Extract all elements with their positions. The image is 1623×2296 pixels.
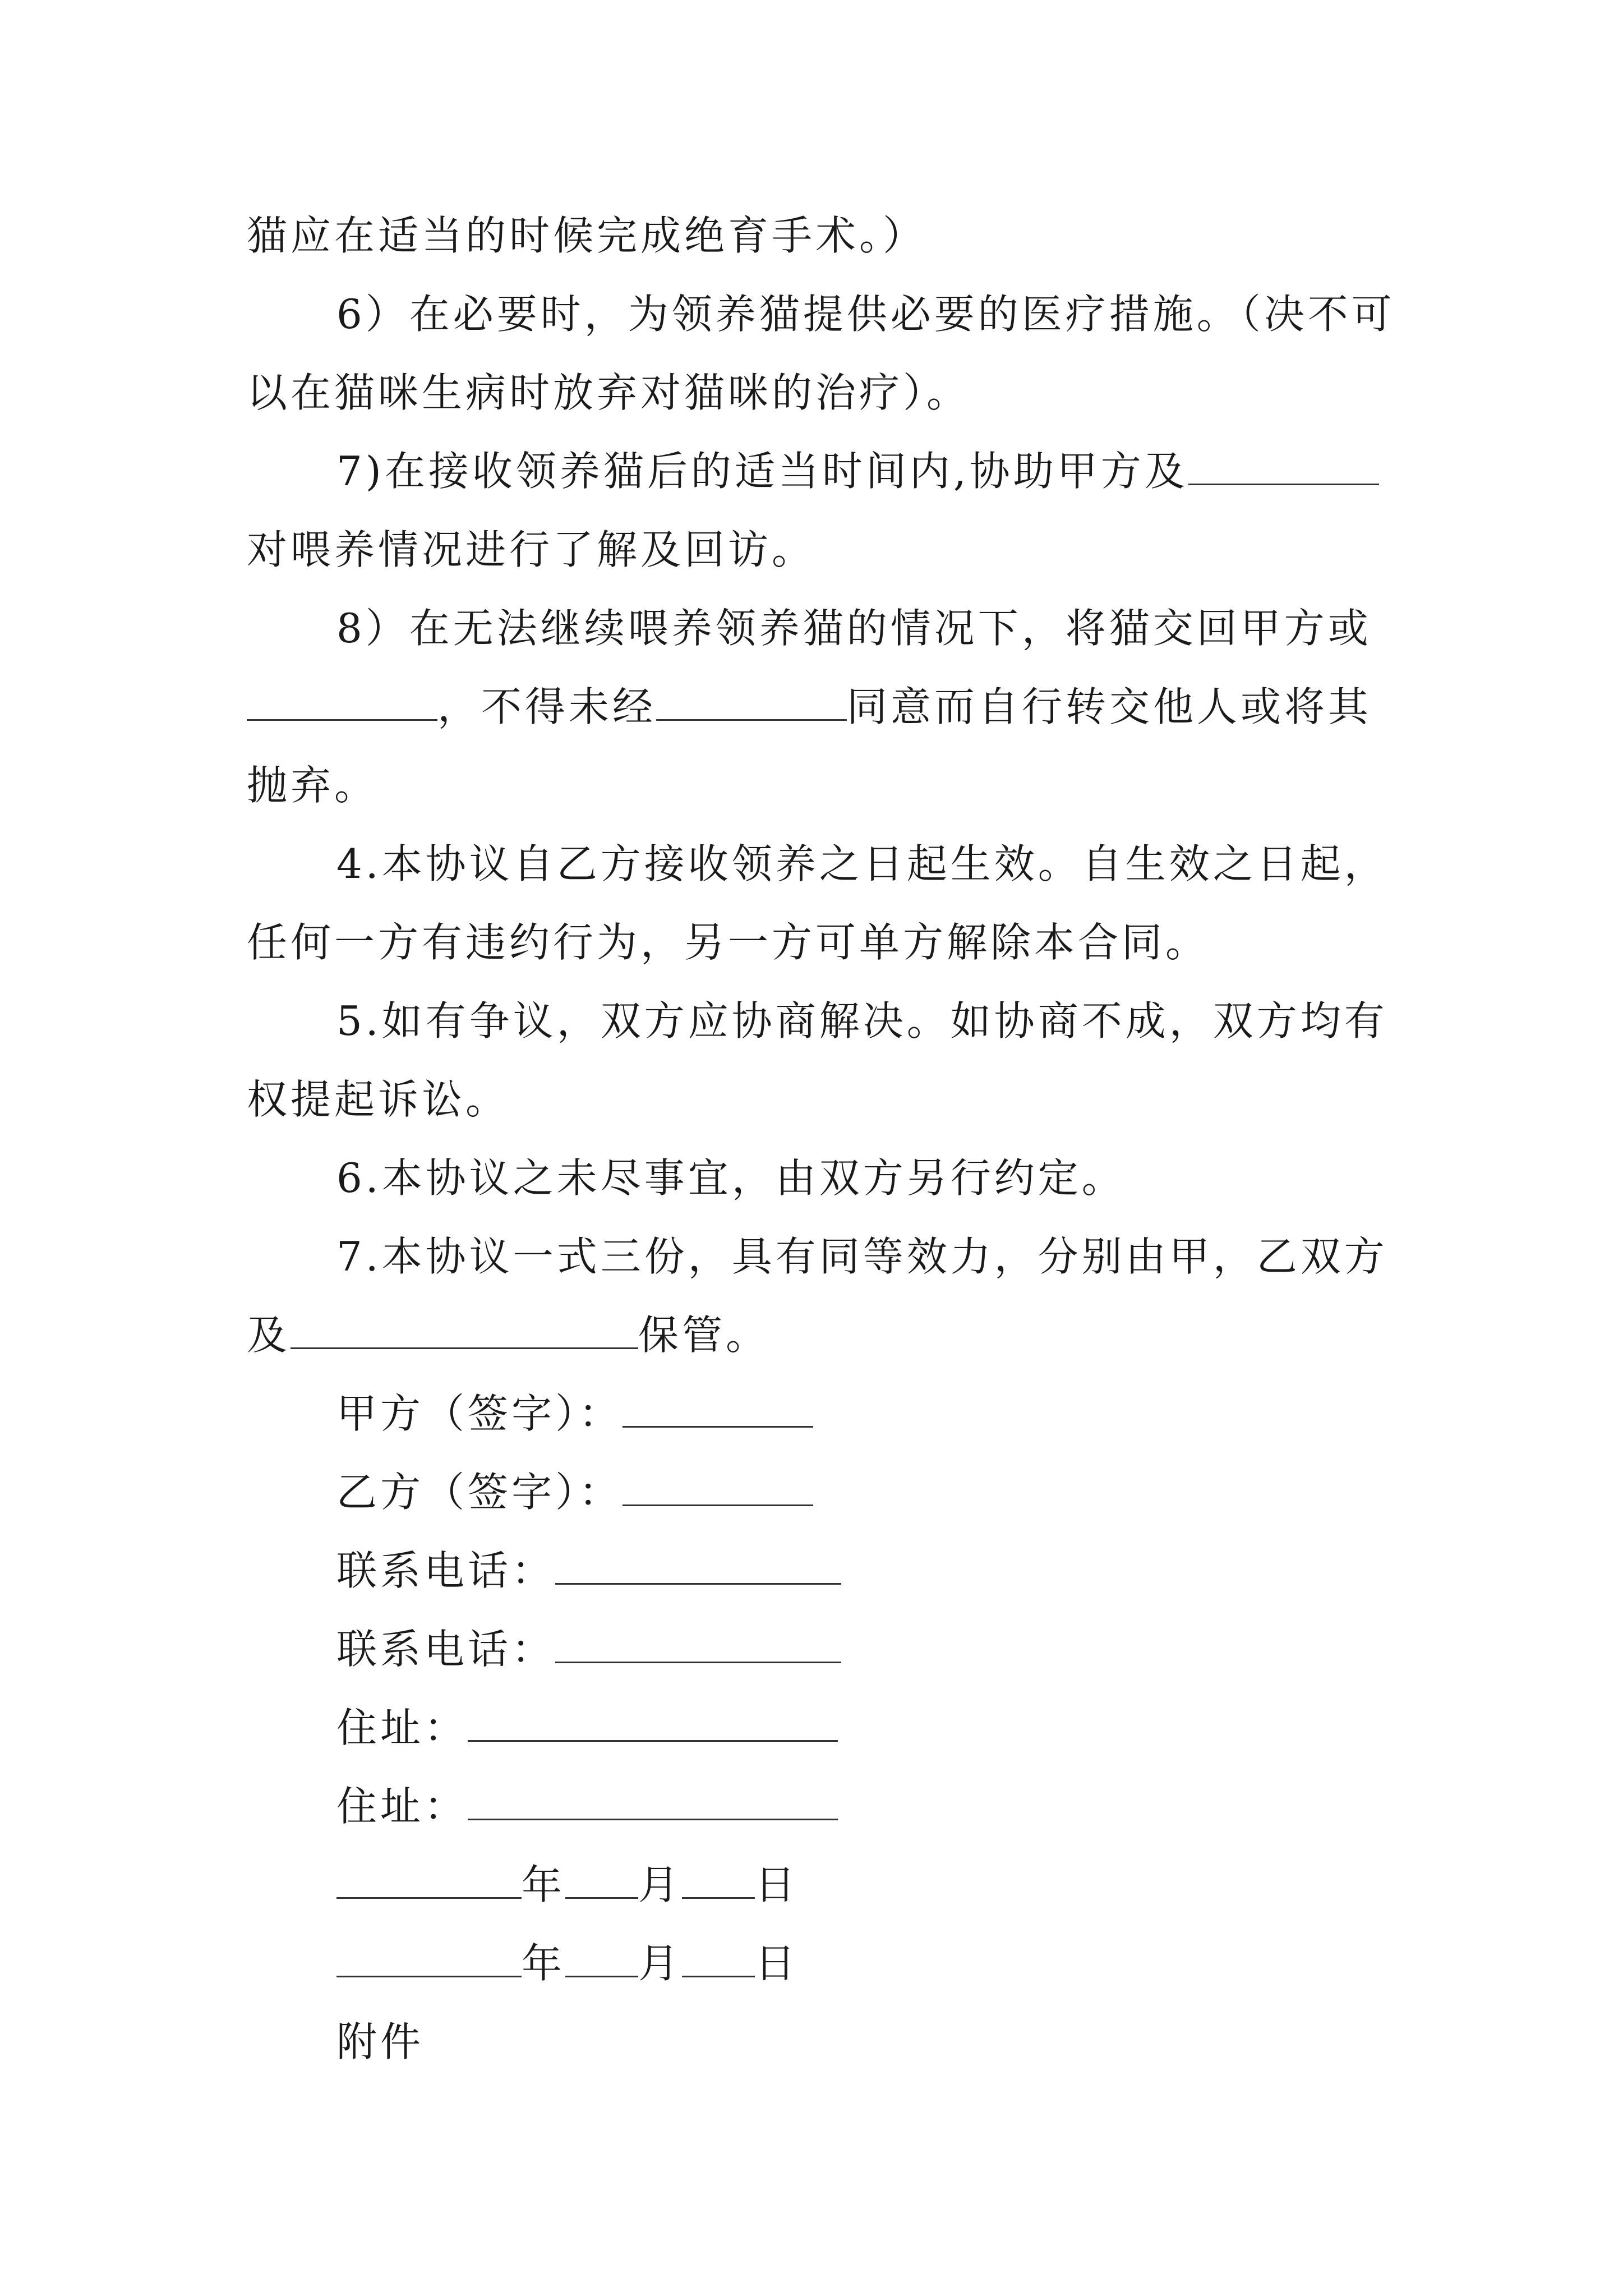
text: 5.如有争议，双方应协商解决。如协商不成，双方均有 bbox=[336, 997, 1388, 1045]
text: 4.本协议自乙方接收领养之日起生效。自生效之日起， bbox=[336, 840, 1388, 887]
label: 住址： bbox=[336, 1704, 468, 1751]
label: 日 bbox=[755, 1940, 799, 1987]
label: 住址： bbox=[336, 1783, 468, 1830]
article-4-line-1 bbox=[336, 836, 1388, 892]
label: 甲方（签字）： bbox=[336, 1390, 623, 1437]
label: 日 bbox=[755, 1861, 799, 1908]
text: 权提起诉讼。 bbox=[247, 1076, 510, 1123]
article-5-line-1 bbox=[336, 993, 1388, 1049]
label: 月 bbox=[638, 1940, 683, 1987]
phone-field[interactable] bbox=[555, 1550, 841, 1585]
article-6-line bbox=[336, 1150, 1126, 1206]
year-field[interactable] bbox=[336, 1943, 522, 1977]
text: 抛弃。 bbox=[247, 762, 379, 809]
phone-row-1 bbox=[336, 1543, 841, 1599]
article-7-line-1 bbox=[336, 1228, 1388, 1285]
clause-8-line-2 bbox=[247, 679, 1372, 735]
clause-7-line-1 bbox=[336, 443, 1379, 499]
month-field[interactable] bbox=[565, 1943, 638, 1977]
fill-blank[interactable] bbox=[291, 1315, 638, 1349]
year-field[interactable] bbox=[336, 1865, 522, 1899]
date-row-1 bbox=[336, 1857, 799, 1913]
clause-6-line-2 bbox=[247, 365, 970, 421]
fill-blank[interactable] bbox=[656, 687, 847, 721]
text: 对喂养情况进行了解及回访。 bbox=[247, 526, 816, 573]
text: 7.本协议一式三份，具有同等效力，分别由甲，乙双方 bbox=[336, 1233, 1388, 1280]
fill-blank[interactable] bbox=[247, 687, 437, 721]
address-field[interactable] bbox=[468, 1786, 838, 1820]
text: 猫应在适当的时候完成绝育手术。） bbox=[247, 212, 927, 259]
clause-7-line-2 bbox=[247, 522, 815, 578]
text: 6）在必要时，为领养猫提供必要的医疗措施。（决不可 bbox=[336, 291, 1395, 338]
label: 月 bbox=[638, 1861, 683, 1908]
fill-blank[interactable] bbox=[1188, 451, 1379, 485]
date-row-2 bbox=[336, 1935, 799, 1991]
day-field[interactable] bbox=[682, 1943, 755, 1977]
clause-8-line-1 bbox=[336, 600, 1372, 656]
address-row-1 bbox=[336, 1700, 838, 1756]
text: ，不得未经 bbox=[437, 683, 657, 730]
clause-8-line-3 bbox=[247, 757, 378, 813]
text: 任何一方有违约行为，另一方可单方解除本合同。 bbox=[247, 919, 1210, 966]
text: 6.本协议之未尽事宜，由双方另行约定。 bbox=[336, 1154, 1126, 1202]
signature-field[interactable] bbox=[623, 1393, 813, 1428]
label: 联系电话： bbox=[336, 1626, 556, 1673]
article-5-line-2 bbox=[247, 1071, 509, 1128]
article-7-line-2 bbox=[247, 1307, 769, 1363]
text: 附件 bbox=[336, 2018, 425, 2065]
text: 7)在接收领养猫后的适当时间内,协助甲方及 bbox=[336, 448, 1188, 495]
label: 年 bbox=[522, 1940, 566, 1987]
phone-field[interactable] bbox=[555, 1629, 841, 1663]
party-b-signature bbox=[336, 1464, 813, 1520]
day-field[interactable] bbox=[682, 1865, 755, 1899]
article-4-line-2 bbox=[247, 914, 1209, 970]
text: 及 bbox=[247, 1312, 291, 1359]
month-field[interactable] bbox=[565, 1865, 638, 1899]
label: 乙方（签字）： bbox=[336, 1469, 623, 1516]
text: 保管。 bbox=[638, 1312, 770, 1359]
attachment-heading bbox=[336, 2014, 424, 2070]
text: 以在猫咪生病时放弃对猫咪的治疗）。 bbox=[247, 369, 971, 416]
label: 联系电话： bbox=[336, 1547, 556, 1594]
phone-row-2 bbox=[336, 1621, 841, 1677]
label: 年 bbox=[522, 1861, 566, 1908]
signature-field[interactable] bbox=[623, 1472, 813, 1506]
text: 同意而自行转交他人或将其 bbox=[847, 683, 1372, 730]
paragraph-line bbox=[247, 208, 926, 264]
party-a-signature bbox=[336, 1386, 813, 1442]
address-row-2 bbox=[336, 1778, 838, 1834]
text: 8）在无法继续喂养领养猫的情况下，将猫交回甲方或 bbox=[336, 605, 1372, 652]
address-field[interactable] bbox=[468, 1708, 838, 1742]
clause-6-line-1 bbox=[336, 286, 1395, 342]
